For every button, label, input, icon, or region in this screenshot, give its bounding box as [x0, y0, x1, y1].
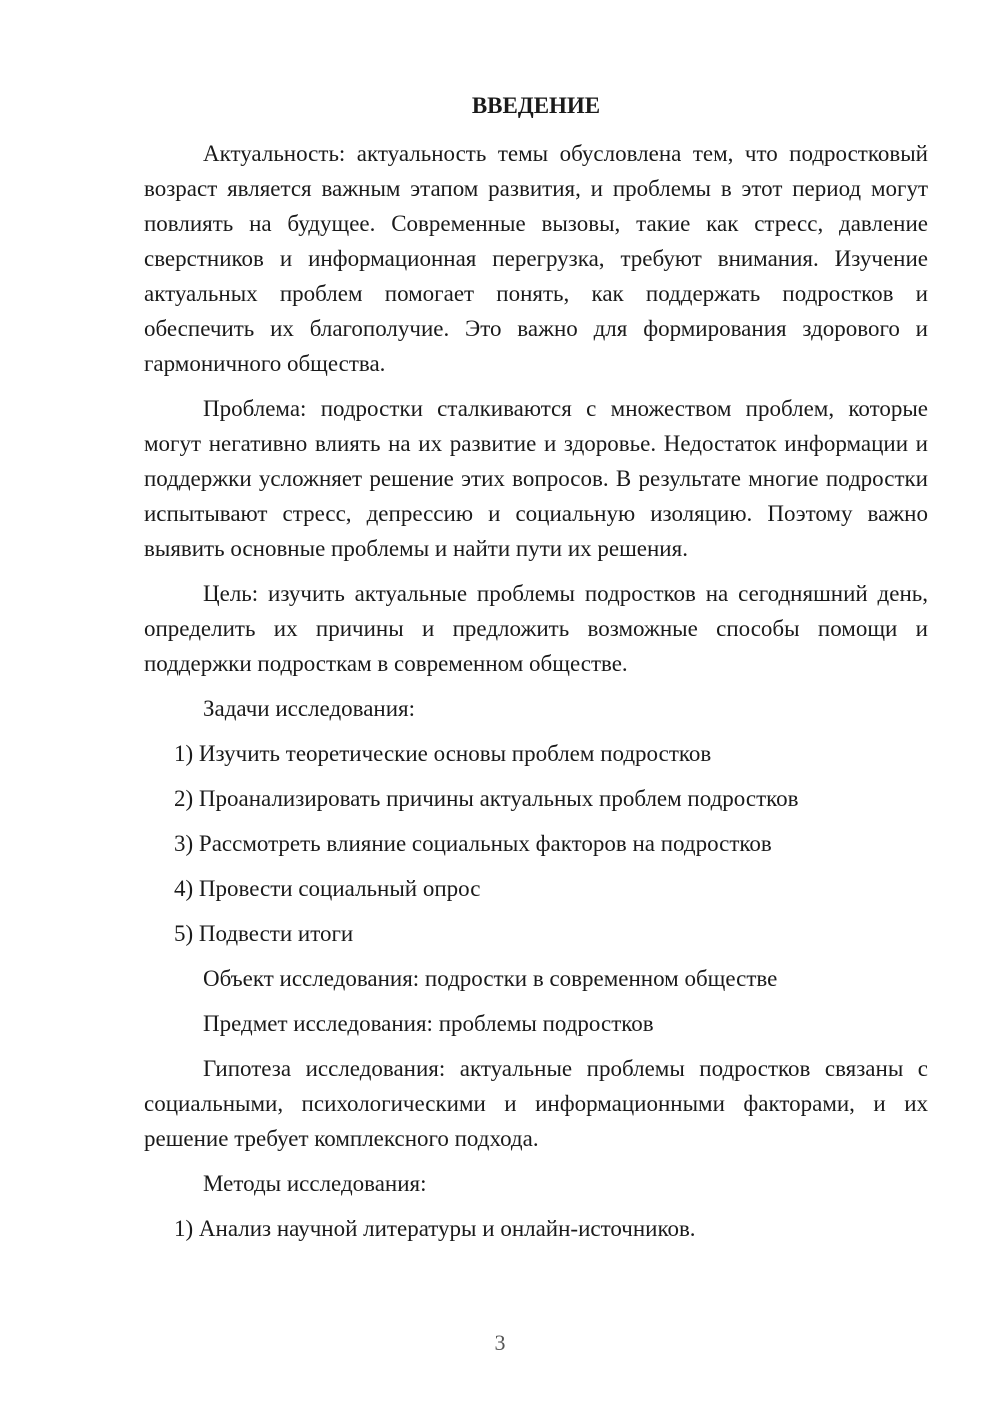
task-item: 1) Изучить теоретические основы проблем подростков — [174, 740, 712, 766]
page-number: 3 — [494, 1330, 506, 1355]
task-item: 2) Проанализировать причины актуальных проблем подростков — [174, 785, 799, 811]
hypothesis-paragraph: Гипотеза исследования: актуальные проблемы подростков связаны с социальными, психологическими и информационными факторами, и их решение требует комплексного подхода. — [144, 1055, 928, 1151]
research-subject: Предмет исследования: проблемы подростков — [203, 1010, 654, 1036]
problem-paragraph: Проблема: подростки сталкиваются с множеством проблем, которые могут негативно влиять на их развитие и здоровье. Недостаток информации и поддержки усложняет решение этих вопросов. В результате многие подростки испытывают стресс, депрессию и социальную изоляцию. Поэтому важно выявить основные проблемы и найти пути их решения. — [144, 395, 928, 561]
task-item: 4) Провести социальный опрос — [174, 875, 481, 901]
task-item: 3) Рассмотреть влияние социальных факторов на подростков — [174, 830, 772, 856]
document-page — [144, 92, 928, 1256]
tasks-list — [144, 736, 928, 951]
task-item: 5) Подвести итоги — [174, 920, 354, 946]
methods-heading: Методы исследования: — [203, 1170, 427, 1196]
methods-list — [144, 1211, 928, 1246]
tasks-heading: Задачи исследования: — [203, 695, 416, 721]
goal-paragraph: Цель: изучить актуальные проблемы подростков на сегодняшний день, определить их причины и предложить возможные способы помощи и поддержки подросткам в современном обществе. — [144, 580, 928, 676]
research-object: Объект исследования: подростки в современном обществе — [203, 965, 778, 991]
relevance-paragraph: Актуальность: актуальность темы обусловлена тем, что подростковый возраст является важным этапом развития, и проблемы в этот период могут повлиять на будущее. Современные вызовы, такие как стресс, давление сверстников и информационная перегрузка, требуют внимания. Изучение актуальных проблем помогает понять, как поддержать подростков и обеспечить их благополучие. Это важно для формирования здорового и гармоничного общества. — [144, 140, 928, 376]
section-title: ВВЕДЕНИЕ — [471, 93, 601, 118]
method-item: 1) Анализ научной литературы и онлайн-источников. — [174, 1215, 696, 1241]
